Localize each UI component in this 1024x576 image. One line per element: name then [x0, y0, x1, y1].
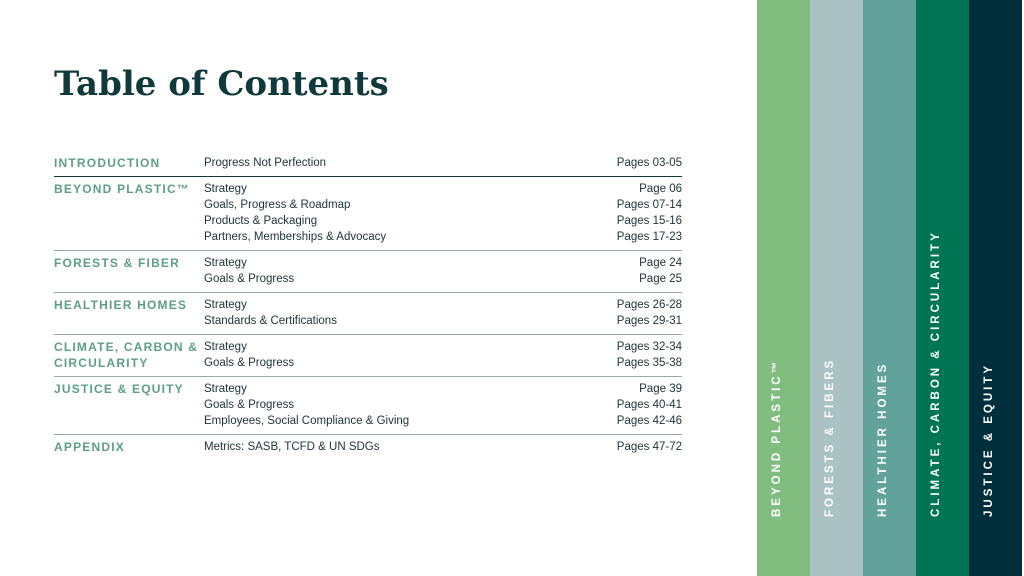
entry-label: Products & Packaging	[204, 215, 318, 227]
toc-entry[interactable]	[204, 213, 682, 229]
section-heading[interactable]: JUSTICE & EQUITY	[54, 382, 184, 396]
toc-entry[interactable]	[204, 397, 682, 413]
toc-section	[54, 251, 682, 293]
entry-pages: Page 25	[639, 273, 682, 285]
toc-entry[interactable]	[204, 313, 682, 329]
section-heading[interactable]: BEYOND PLASTIC™	[54, 182, 191, 196]
toc-entry[interactable]	[204, 155, 682, 171]
entry-label: Goals & Progress	[204, 273, 295, 285]
entry-pages: Page 06	[639, 183, 682, 195]
entry-pages: Pages 40-41	[616, 399, 682, 411]
section-heading[interactable]: CLIMATE, CARBON & CIRCULARITY	[54, 340, 199, 370]
entry-label: Goals, Progress & Roadmap	[204, 199, 351, 211]
toc-entry[interactable]	[204, 413, 682, 429]
side-tab-label: BEYOND PLASTIC™	[770, 358, 783, 517]
entry-pages: Pages 47-72	[616, 441, 682, 453]
section-entries	[204, 155, 682, 171]
side-tab[interactable]	[863, 0, 916, 576]
side-tab[interactable]	[916, 0, 969, 576]
entry-pages: Page 24	[639, 257, 682, 269]
entry-label: Employees, Social Compliance & Giving	[204, 415, 410, 427]
entry-pages: Pages 35-38	[616, 357, 682, 369]
entry-pages: Pages 42-46	[616, 415, 682, 427]
side-tab[interactable]	[969, 0, 1022, 576]
entry-pages: Pages 29-31	[616, 315, 682, 327]
side-tab-label: CLIMATE, CARBON & CIRCULARITY	[929, 230, 942, 517]
toc-section	[54, 335, 682, 377]
section-entries	[204, 381, 682, 429]
entry-pages: Page 39	[639, 383, 682, 395]
entry-label: Strategy	[204, 299, 247, 311]
toc-entry[interactable]	[204, 255, 682, 271]
toc-section	[54, 377, 682, 435]
side-tab-label: HEALTHIER HOMES	[876, 361, 889, 517]
toc-entry[interactable]	[204, 181, 682, 197]
toc-section	[54, 152, 682, 177]
toc-entry[interactable]	[204, 229, 682, 245]
section-heading[interactable]: HEALTHIER HOMES	[54, 298, 188, 312]
section-heading[interactable]: INTRODUCTION	[54, 156, 161, 170]
toc-entry[interactable]	[204, 271, 682, 287]
section-color-tabs	[757, 0, 1022, 576]
entry-pages: Pages 17-23	[616, 231, 682, 243]
section-entries	[204, 255, 682, 287]
side-tab-label: JUSTICE & EQUITY	[982, 362, 995, 517]
entry-pages: Pages 03-05	[616, 157, 682, 169]
entry-label: Goals & Progress	[204, 399, 295, 411]
section-entries	[204, 297, 682, 329]
toc-entry[interactable]	[204, 339, 682, 355]
entry-label: Strategy	[204, 183, 247, 195]
toc-entry[interactable]	[204, 297, 682, 313]
section-heading[interactable]: APPENDIX	[54, 440, 125, 454]
entry-label: Strategy	[204, 383, 247, 395]
entry-label: Standards & Certifications	[204, 315, 337, 327]
entry-pages: Pages 15-16	[616, 215, 682, 227]
toc-entry[interactable]	[204, 381, 682, 397]
toc-entry[interactable]	[204, 439, 682, 455]
section-entries	[204, 439, 682, 455]
section-entries	[204, 339, 682, 371]
entry-pages: Pages 32-34	[616, 341, 682, 353]
section-entries	[204, 181, 682, 245]
page-title: Table of Contents	[54, 64, 389, 104]
toc-entry[interactable]	[204, 197, 682, 213]
toc-section	[54, 435, 682, 460]
entry-pages: Pages 26-28	[616, 299, 682, 311]
toc-entry[interactable]	[204, 355, 682, 371]
entry-label: Partners, Memberships & Advocacy	[204, 231, 387, 243]
entry-pages: Pages 07-14	[616, 199, 682, 211]
toc-section	[54, 293, 682, 335]
side-tab-label: FORESTS & FIBERS	[823, 357, 836, 517]
entry-label: Strategy	[204, 257, 247, 269]
side-tab[interactable]	[810, 0, 863, 576]
entry-label: Metrics: SASB, TCFD & UN SDGs	[204, 441, 380, 453]
table-of-contents	[54, 152, 682, 460]
section-heading[interactable]: FORESTS & FIBER	[54, 256, 181, 270]
side-tab[interactable]	[757, 0, 810, 576]
entry-label: Strategy	[204, 341, 247, 353]
entry-label: Progress Not Perfection	[204, 157, 327, 169]
entry-label: Goals & Progress	[204, 357, 295, 369]
toc-section	[54, 177, 682, 251]
